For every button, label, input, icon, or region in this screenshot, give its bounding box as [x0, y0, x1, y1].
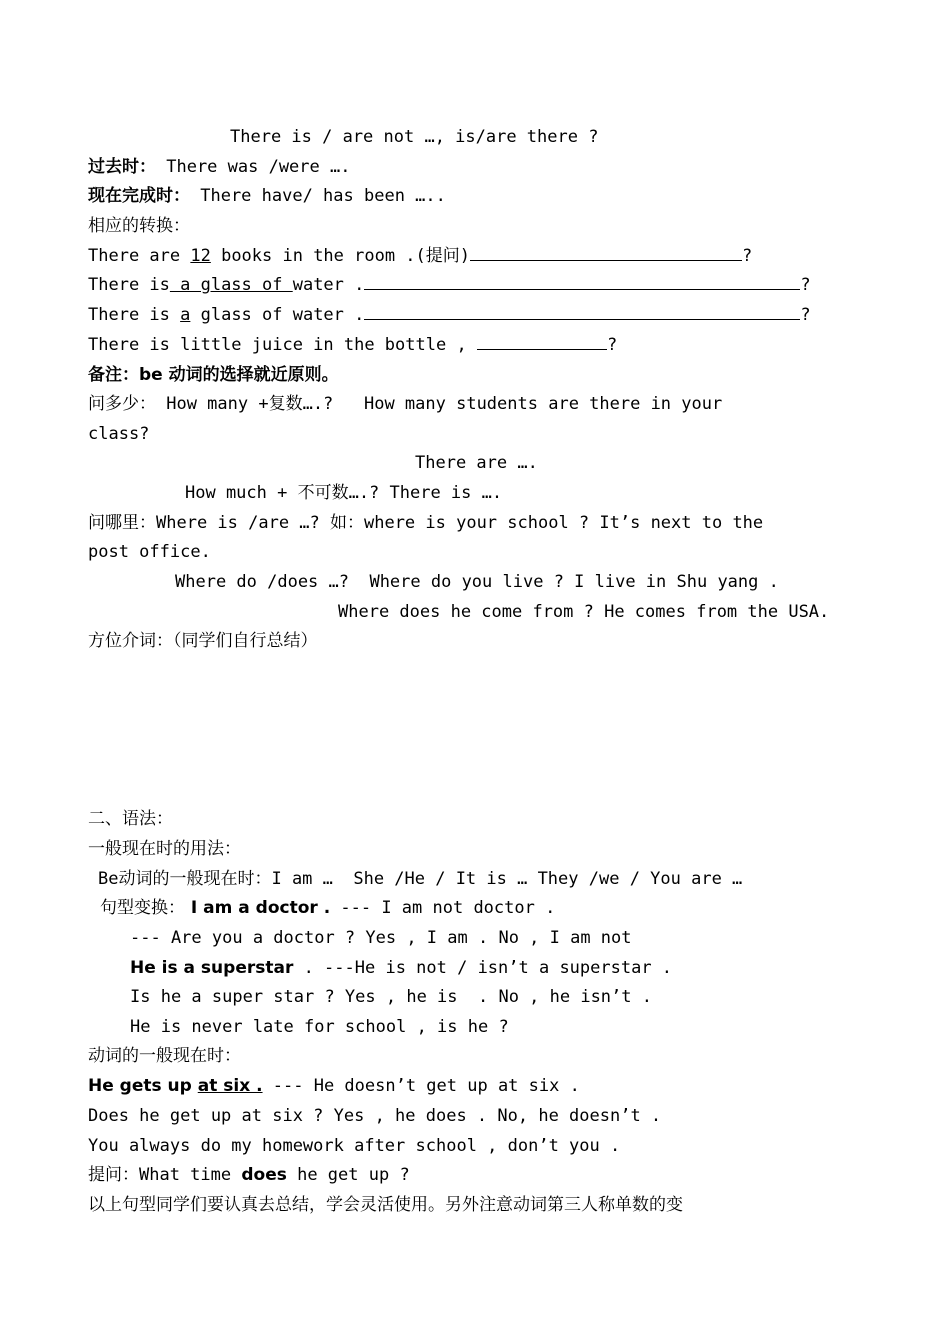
- exercise-line: [88, 274, 811, 296]
- line-text: There is little juice in the bottle ,: [88, 335, 477, 355]
- text-line: Where does he come from ? He comes from the USA.: [338, 602, 830, 622]
- bold-underlined-text: at six .: [197, 1076, 263, 1096]
- line-text: water .: [292, 275, 365, 295]
- text-line: He is never late for school , is he ?: [130, 1017, 509, 1037]
- line-end: ?: [800, 305, 811, 325]
- text-line: You always do my homework after school , don’t you .: [88, 1136, 621, 1156]
- bold-example: I am a doctor .: [185, 898, 331, 918]
- line-text: glass of water .: [190, 305, 365, 325]
- bold-example: He is a superstar: [130, 958, 294, 978]
- text-line: [88, 185, 446, 207]
- bold-word: does: [241, 1165, 287, 1185]
- line-text: There is: [88, 275, 170, 295]
- text-line: 一般现在时的用法：: [88, 839, 241, 859]
- line-text: There is: [88, 305, 181, 325]
- note-line: 备注：be 动词的选择就近原则。: [88, 365, 339, 385]
- text-line: class?: [88, 424, 150, 444]
- line-text: books in the room .(提问): [210, 246, 471, 266]
- section-heading: 二、语法：: [88, 809, 173, 829]
- line-end: ?: [742, 246, 753, 266]
- bold-example: He gets up: [88, 1076, 198, 1096]
- line-text: There was /were ….: [156, 157, 351, 177]
- text-line: Is he a super star ? Yes , he is . No , he isn’t .: [130, 987, 652, 1007]
- line-text: There are: [88, 246, 191, 266]
- tense-label: 过去时：: [88, 157, 156, 177]
- answer-blank[interactable]: [364, 305, 800, 320]
- text-line: [88, 1075, 580, 1097]
- underlined-text: a: [180, 305, 191, 325]
- text-line: How much + 不可数….? There is ….: [185, 483, 503, 503]
- text-line: 动词的一般现在时：: [88, 1046, 241, 1066]
- line-text: --- I am not doctor .: [330, 898, 556, 918]
- exercise-line: [88, 334, 617, 356]
- text-line: Does he get up at six ? Yes , he does . No, he doesn’t .: [88, 1106, 662, 1126]
- text-line: [88, 1164, 410, 1186]
- text-line: 以上句型同学们要认真去总结，学会灵活使用。另外注意动词第三人称单数的变: [88, 1195, 683, 1215]
- text-line: 问哪里：Where is /are …? 如：where is your school ? It’s next to the: [88, 513, 764, 533]
- answer-blank[interactable]: [470, 246, 742, 261]
- text-line: Where do /does …? Where do you live ? I live in Shu yang .: [175, 572, 779, 592]
- text-line: [100, 897, 555, 919]
- line-text: he get up ?: [286, 1165, 410, 1185]
- text-line: [88, 156, 350, 178]
- underlined-text: 12: [190, 246, 211, 266]
- line-text: . ---He is not / isn’t a superstar .: [293, 958, 673, 978]
- text-line: There is / are not …, is/are there ?: [230, 127, 599, 147]
- exercise-line: [88, 304, 811, 326]
- text-line: 问多少： How many +复数….? How many students are there in your: [88, 394, 723, 414]
- tense-label: 现在完成时：: [88, 186, 190, 206]
- line-text: --- He doesn’t get up at six .: [262, 1076, 580, 1096]
- answer-blank[interactable]: [477, 335, 607, 350]
- underlined-text: a glass of: [169, 275, 293, 295]
- text-line: 相应的转换：: [88, 216, 190, 236]
- text-line: Be动词的一般现在时：I am … She /He / It is … They /we / You are …: [98, 869, 743, 889]
- text-line: There are ….: [415, 453, 538, 473]
- exercise-line: [88, 245, 752, 267]
- text-line: --- Are you a doctor ? Yes , I am . No , I am not: [130, 928, 632, 948]
- line-text: 提问：What time: [88, 1165, 242, 1185]
- line-text: There have/ has been …..: [190, 186, 446, 206]
- text-line: 方位介词：（同学们自行总结）: [88, 631, 318, 651]
- line-end: ?: [606, 335, 618, 355]
- line-label: 句型变换：: [100, 898, 185, 918]
- answer-blank[interactable]: [364, 275, 800, 290]
- line-end: ?: [800, 275, 811, 295]
- text-line: post office.: [88, 542, 211, 562]
- text-line: [130, 957, 672, 979]
